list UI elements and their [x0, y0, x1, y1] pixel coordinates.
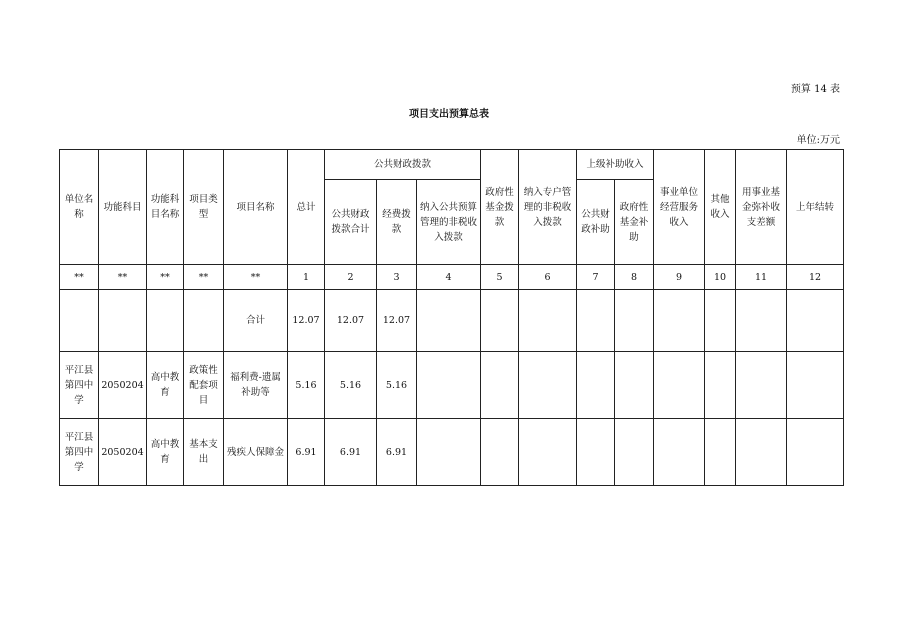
table-row — [60, 419, 844, 486]
proj-name-cell: 残疾人保障金 — [224, 419, 288, 486]
index-cell: 7 — [577, 265, 615, 290]
empty-cell — [519, 290, 577, 352]
col-header-func-name: 功能科目名称 — [147, 150, 184, 265]
pf-total-cell: 6.91 — [325, 419, 377, 486]
index-row — [60, 265, 844, 290]
col-header-pf-fund: 经费拨款 — [377, 180, 417, 265]
empty-cell — [736, 352, 787, 419]
index-cell: 12 — [787, 265, 844, 290]
table-row-total — [60, 290, 844, 352]
index-cell: 3 — [377, 265, 417, 290]
func-code-cell — [99, 290, 147, 352]
index-cell: 6 — [519, 265, 577, 290]
index-cell: 11 — [736, 265, 787, 290]
col-header-gov-fund: 政府性基金拨款 — [481, 150, 519, 265]
unit-cell: 平江县第四中学 — [60, 419, 99, 486]
total-cell: 5.16 — [288, 352, 325, 419]
empty-cell — [654, 419, 705, 486]
proj-type-cell: 基本支出 — [184, 419, 224, 486]
empty-cell — [577, 419, 615, 486]
index-cell: ** — [224, 265, 288, 290]
index-cell: ** — [147, 265, 184, 290]
col-header-special-mgmt: 纳入专户管理的非税收入拨款 — [519, 150, 577, 265]
col-header-carry-over: 上年结转 — [787, 150, 844, 265]
budget-table — [59, 149, 844, 486]
col-header-public-finance: 公共财政拨款 — [325, 150, 481, 180]
empty-cell — [481, 290, 519, 352]
index-cell: 10 — [705, 265, 736, 290]
pf-fund-cell: 5.16 — [377, 352, 417, 419]
empty-cell — [615, 352, 654, 419]
pf-total-cell: 12.07 — [325, 290, 377, 352]
func-name-cell: 高中教育 — [147, 419, 184, 486]
col-header-unit: 单位名称 — [60, 150, 99, 265]
index-cell: 1 — [288, 265, 325, 290]
empty-cell — [615, 290, 654, 352]
empty-cell — [787, 419, 844, 486]
col-header-reserve-fund: 用事业基金弥补收支差额 — [736, 150, 787, 265]
proj-name-cell: 合计 — [224, 290, 288, 352]
empty-cell — [654, 352, 705, 419]
func-code-cell: 2050204 — [99, 419, 147, 486]
total-cell: 6.91 — [288, 419, 325, 486]
col-header-ss-public: 公共财政补助 — [577, 180, 615, 265]
index-cell: 2 — [325, 265, 377, 290]
table-row — [60, 352, 844, 419]
empty-cell — [481, 352, 519, 419]
func-name-cell — [147, 290, 184, 352]
page-title: 项目支出预算总表 — [409, 109, 489, 120]
empty-cell — [481, 419, 519, 486]
empty-cell — [705, 352, 736, 419]
col-header-proj-type: 项目类型 — [184, 150, 224, 265]
empty-cell — [705, 419, 736, 486]
pf-total-cell: 5.16 — [325, 352, 377, 419]
index-cell: ** — [99, 265, 147, 290]
empty-cell — [417, 352, 481, 419]
unit-cell: 平江县第四中学 — [60, 352, 99, 419]
func-name-cell: 高中教育 — [147, 352, 184, 419]
form-code: 预算 14 表 — [790, 84, 840, 95]
unit-label: 单位:万元 — [796, 135, 840, 146]
empty-cell — [787, 290, 844, 352]
empty-cell — [577, 290, 615, 352]
col-header-business-income: 事业单位经营服务收入 — [654, 150, 705, 265]
proj-type-cell: 政策性配套项目 — [184, 352, 224, 419]
proj-name-cell: 福利费-遗属补助等 — [224, 352, 288, 419]
index-cell: 4 — [417, 265, 481, 290]
empty-cell — [736, 290, 787, 352]
empty-cell — [705, 290, 736, 352]
col-header-pf-budget-mgmt: 纳入公共预算管理的非税收入拨款 — [417, 180, 481, 265]
empty-cell — [615, 419, 654, 486]
index-cell: 5 — [481, 265, 519, 290]
index-cell: ** — [60, 265, 99, 290]
proj-type-cell — [184, 290, 224, 352]
col-header-func-code: 功能科目 — [99, 150, 147, 265]
empty-cell — [736, 419, 787, 486]
col-header-pf-total: 公共财政拨款合计 — [325, 180, 377, 265]
index-cell: ** — [184, 265, 224, 290]
unit-cell — [60, 290, 99, 352]
empty-cell — [519, 419, 577, 486]
empty-cell — [787, 352, 844, 419]
empty-cell — [417, 290, 481, 352]
index-cell: 8 — [615, 265, 654, 290]
col-header-proj-name: 项目名称 — [224, 150, 288, 265]
total-cell: 12.07 — [288, 290, 325, 352]
col-header-other-income: 其他收入 — [705, 150, 736, 265]
empty-cell — [654, 290, 705, 352]
col-header-superior-subsidy: 上级补助收入 — [577, 150, 654, 180]
col-header-ss-gov-fund: 政府性基金补助 — [615, 180, 654, 265]
col-header-total: 总计 — [288, 150, 325, 265]
func-code-cell: 2050204 — [99, 352, 147, 419]
empty-cell — [577, 352, 615, 419]
pf-fund-cell: 6.91 — [377, 419, 417, 486]
index-cell: 9 — [654, 265, 705, 290]
empty-cell — [519, 352, 577, 419]
empty-cell — [417, 419, 481, 486]
pf-fund-cell: 12.07 — [377, 290, 417, 352]
